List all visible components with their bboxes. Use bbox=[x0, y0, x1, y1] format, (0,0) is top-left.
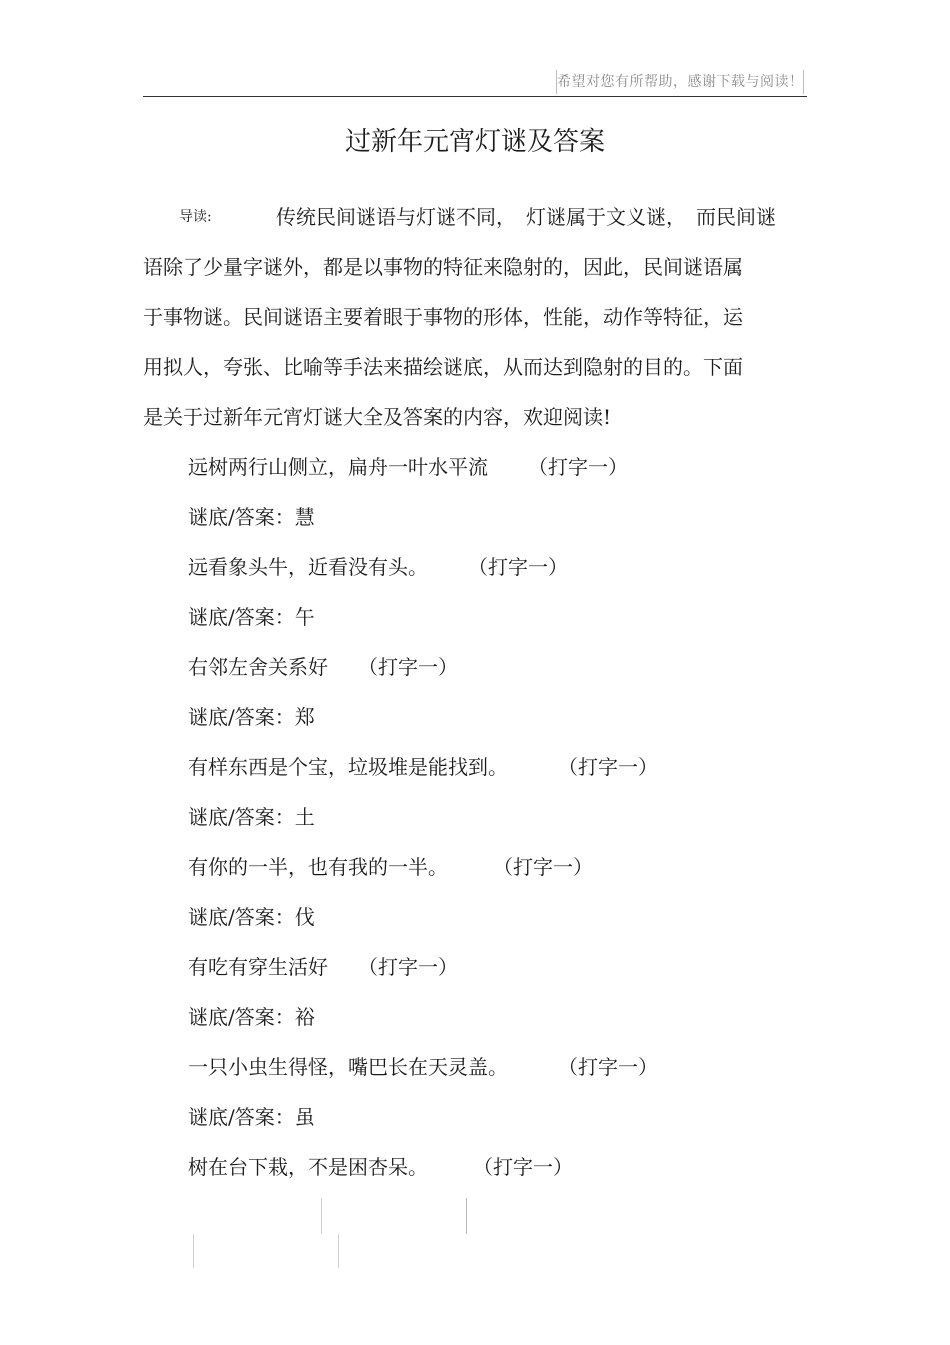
riddle-question-text: 树在台下栽，不是困杏呆。 bbox=[188, 1155, 428, 1179]
scan-mark bbox=[338, 1234, 339, 1268]
riddle-answer: 谜底/答案：虽 bbox=[188, 1105, 315, 1129]
riddle-question bbox=[188, 1147, 808, 1197]
riddle-hint: （打字一） bbox=[558, 755, 658, 779]
riddle-question bbox=[188, 1047, 808, 1097]
riddle-list bbox=[188, 447, 808, 1197]
riddle-hint: （打字一） bbox=[493, 855, 593, 879]
intro-line bbox=[143, 197, 811, 247]
riddle-question-text: 有你的一半，也有我的一半。 bbox=[188, 855, 448, 879]
riddle-answer: 谜底/答案：土 bbox=[188, 805, 315, 829]
riddle-question bbox=[188, 947, 808, 997]
intro-line: 语除了少量字谜外，都是以事物的特征来隐射的，因此，民间谜语属 bbox=[143, 255, 743, 279]
intro-line-text: 传统民间谜语与灯谜不同， 灯谜属于文义谜， 而民间谜 bbox=[276, 205, 776, 229]
riddle-question-text: 远树两行山侧立，扁舟一叶水平流 bbox=[188, 455, 488, 479]
header-rule bbox=[143, 96, 807, 97]
riddle-hint: （打字一） bbox=[528, 455, 628, 479]
scan-mark bbox=[193, 1234, 194, 1268]
riddle-question bbox=[188, 747, 808, 797]
riddle-question bbox=[188, 547, 808, 597]
intro-paragraph bbox=[143, 197, 811, 447]
riddle-question-text: 有样东西是个宝，垃圾堆是能找到。 bbox=[188, 755, 508, 779]
riddle-answer: 谜底/答案：午 bbox=[188, 605, 315, 629]
riddle-hint: （打字一） bbox=[358, 655, 458, 679]
riddle-hint: （打字一） bbox=[358, 955, 458, 979]
riddle-answer: 谜底/答案：郑 bbox=[188, 705, 315, 729]
riddle-question-text: 有吃有穿生活好 bbox=[188, 955, 328, 979]
riddle-question bbox=[188, 447, 808, 497]
riddle-hint: （打字一） bbox=[558, 1055, 658, 1079]
intro-line: 是关于过新年元宵灯谜大全及答案的内容，欢迎阅读! bbox=[143, 405, 612, 429]
intro-label: 导读: bbox=[179, 209, 212, 225]
riddle-question-text: 远看象头牛，近看没有头。 bbox=[188, 555, 428, 579]
riddle-answer: 谜底/答案：慧 bbox=[188, 505, 315, 529]
scan-mark bbox=[466, 1198, 467, 1234]
riddle-question bbox=[188, 647, 808, 697]
riddle-question bbox=[188, 847, 808, 897]
riddle-question-text: 右邻左舍关系好 bbox=[188, 655, 328, 679]
intro-line: 用拟人，夸张、比喻等手法来描绘谜底，从而达到隐射的目的。下面 bbox=[143, 355, 743, 379]
riddle-hint: （打字一） bbox=[473, 1155, 573, 1179]
riddle-hint: （打字一） bbox=[468, 555, 568, 579]
scan-mark bbox=[321, 1198, 322, 1234]
riddle-answer: 谜底/答案：伐 bbox=[188, 905, 315, 929]
intro-line: 于事物谜。民间谜语主要着眼于事物的形体，性能，动作等特征，运 bbox=[143, 305, 743, 329]
document-title: 过新年元宵灯谜及答案 bbox=[344, 127, 605, 157]
header-note: 希望对您有所帮助，感谢下载与阅读！ bbox=[556, 70, 804, 94]
riddle-question-text: 一只小虫生得怪，嘴巴长在天灵盖。 bbox=[188, 1055, 508, 1079]
riddle-answer: 谜底/答案：裕 bbox=[188, 1005, 315, 1029]
